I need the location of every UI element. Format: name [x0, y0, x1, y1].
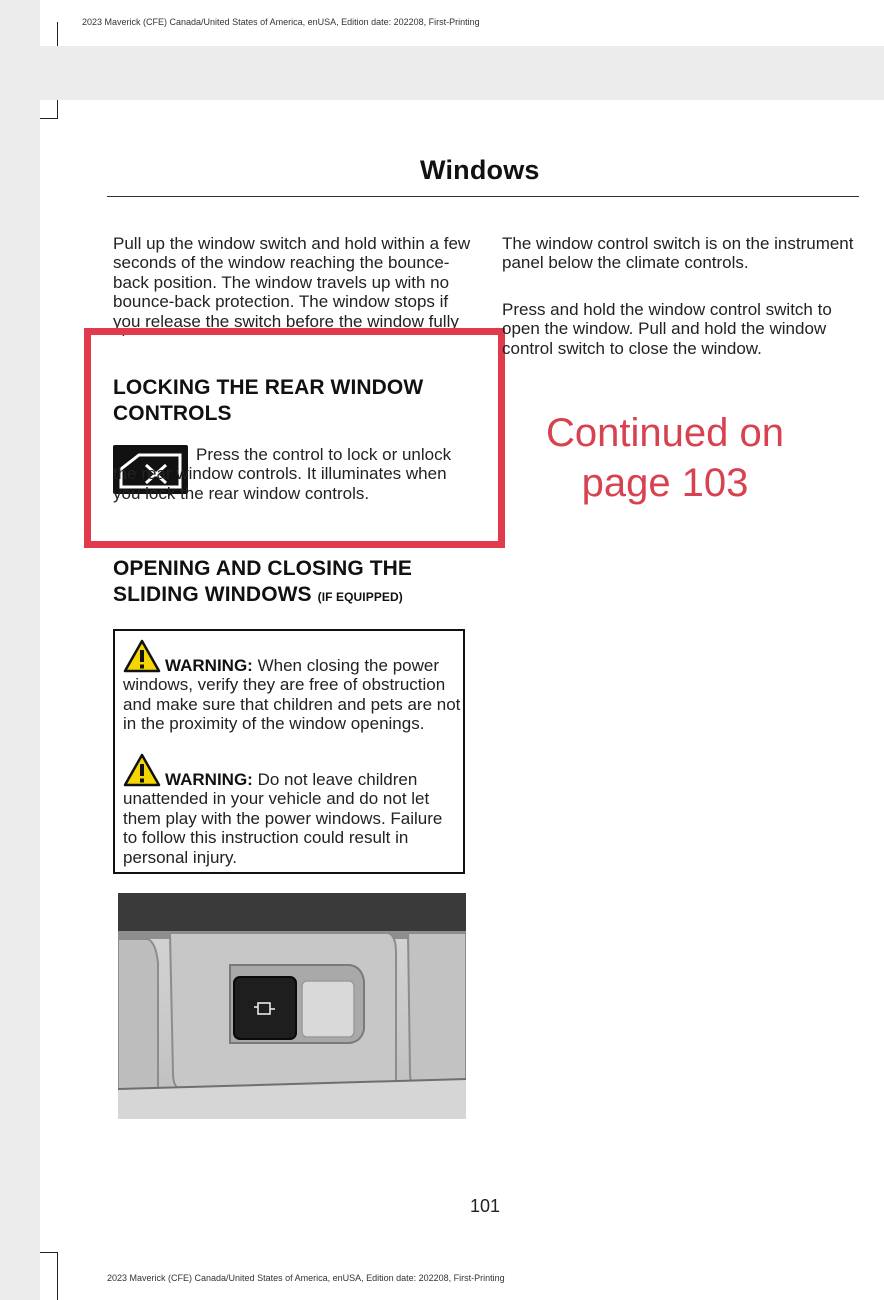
window-switch-photo — [118, 893, 466, 1119]
warning-box — [113, 629, 465, 874]
title-rule — [107, 196, 859, 197]
right-paragraph-1: The window control switch is on the instrument panel below the climate controls. — [502, 234, 854, 273]
continued-annotation — [520, 408, 810, 508]
annotation-line-1: Continued on — [546, 411, 784, 455]
crop-mark — [57, 100, 58, 118]
warning-1-label: WARNING: — [165, 656, 253, 675]
right-paragraph-2: Press and hold the window control switch to open the window. Pull and hold the window control switch to close the window. — [502, 300, 832, 358]
crop-mark — [40, 1252, 58, 1253]
sliding-heading-text: OPENING AND CLOSING THE SLIDING WINDOWS — [113, 557, 413, 606]
edition-header: 2023 Maverick (CFE) Canada/United States of America, enUSA, Edition date: 202208, First-Printing — [82, 17, 480, 27]
crop-mark — [57, 22, 58, 46]
equipped-note: (IF EQUIPPED) — [317, 590, 403, 604]
warning-2 — [123, 770, 461, 867]
sliding-heading — [113, 556, 483, 610]
warning-1 — [123, 656, 461, 734]
annotation-line-2: page 103 — [581, 461, 749, 505]
page-number: 101 — [470, 1196, 501, 1216]
crop-mark — [40, 118, 58, 119]
intro-paragraph: Pull up the window switch and hold within a few seconds of the window reaching the bounce-back position. The window travels up with no bounce-back protection. The window stops if you release the switch before the window fully — [113, 234, 471, 331]
warning-1-text: When closing the power windows, verify they are free of obstruction and make sure that children and pets are not in the proximity of the window openings. — [123, 656, 461, 734]
crop-mark — [57, 1252, 58, 1300]
locking-text: Press the control to lock or unlock the rear window controls. It illuminates when you lock the rear window controls. — [113, 445, 452, 503]
warning-2-label: WARNING: — [165, 770, 253, 789]
edition-footer: 2023 Maverick (CFE) Canada/United States of America, enUSA, Edition date: 202208, First-Printing — [107, 1273, 505, 1283]
highlight-box — [84, 328, 505, 548]
locking-heading: LOCKING THE REAR WINDOW CONTROLS — [113, 376, 424, 425]
warning-2-text: Do not leave children unattended in your vehicle and do not let them play with the power windows. Failure to follow this instruction could result in personal injury. — [123, 770, 443, 867]
page-title: Windows — [420, 155, 540, 185]
